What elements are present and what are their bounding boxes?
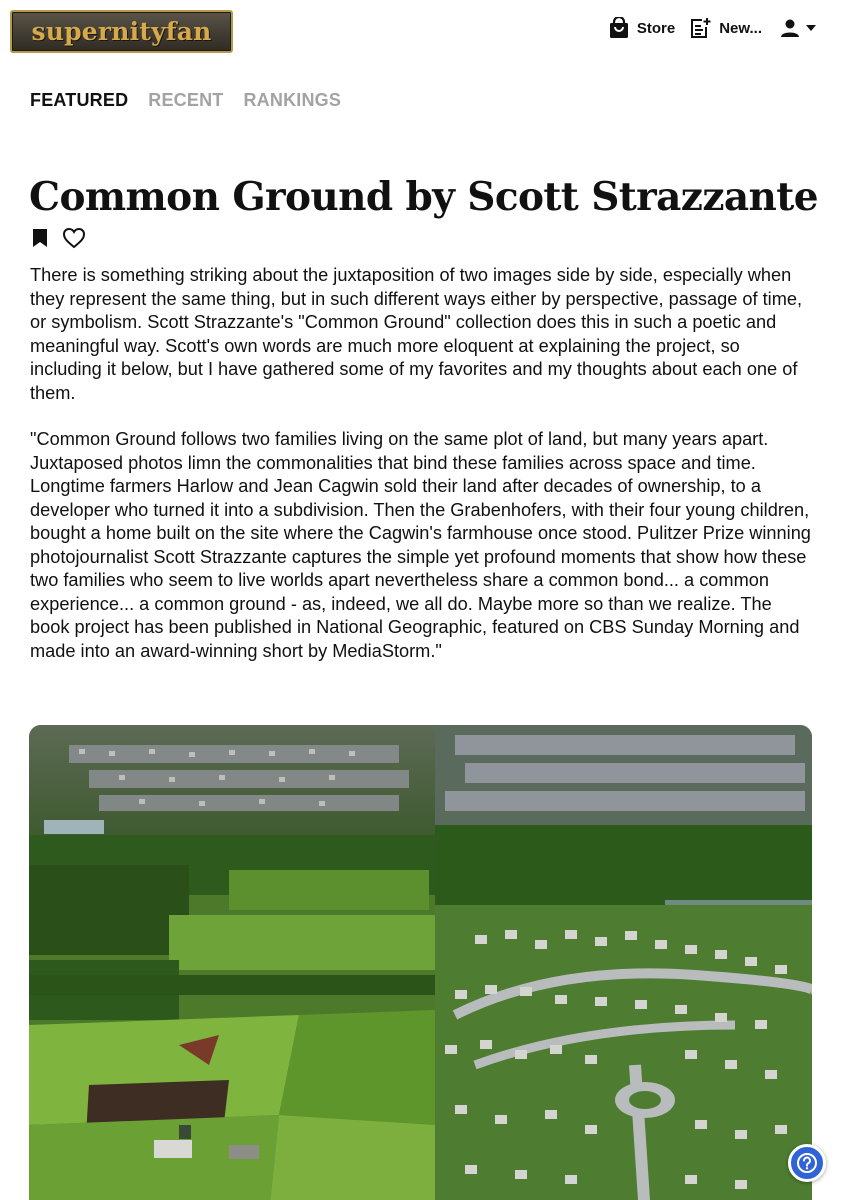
farmland-aerial-photo bbox=[29, 725, 435, 1200]
new-post-button[interactable] bbox=[689, 17, 762, 39]
article-paragraph-quote: "Common Ground follows two families living on the same plot of land, but many years apart. Juxtaposed photos limn the commonalities that bind these families across space and time. Longtime farmers Harlow and Jean Cagwin sold their land after decades of ownership, to a developer who turned it into a subdivision. Then the Grabenhofers, with their four young children, bought a home built on the site where the Cagwin's farmhouse once stood. Pulitzer Prize winning photojournalist Scott Strazzante captures the simple yet profound moments that show how these two families who seem to live worlds apart nevertheless share a common bond... a common experience... a common ground - as, indeed, we all do. Maybe more so than we realize. The book project has been published in National Geographic, featured on CBS Sunday Morning and made into an award-winning short by MediaStorm." bbox=[30, 429, 811, 661]
store-button[interactable] bbox=[609, 17, 675, 39]
question-icon bbox=[796, 1152, 818, 1174]
store-label: Store bbox=[636, 19, 676, 37]
article-photo bbox=[29, 725, 812, 1200]
feed-tabs bbox=[30, 90, 361, 111]
subdivision-aerial-photo bbox=[435, 725, 812, 1200]
shopping-bag-icon bbox=[609, 17, 629, 39]
new-post-icon bbox=[689, 17, 711, 39]
person-icon bbox=[780, 18, 800, 38]
article-actions bbox=[30, 227, 98, 249]
header-nav bbox=[595, 14, 816, 42]
heart-icon[interactable] bbox=[62, 227, 86, 249]
tab-featured[interactable]: FEATURED bbox=[30, 90, 129, 110]
bookmark-icon[interactable] bbox=[30, 227, 50, 249]
caret-down-icon bbox=[806, 25, 816, 31]
site-logo[interactable] bbox=[10, 10, 233, 53]
tab-rankings[interactable]: RANKINGS bbox=[243, 90, 342, 110]
logo-text: supernityfan bbox=[31, 17, 212, 46]
account-menu-button[interactable] bbox=[780, 18, 816, 38]
new-label: New... bbox=[719, 19, 762, 37]
tab-recent[interactable]: RECENT bbox=[148, 90, 224, 110]
article-paragraph-intro: There is something striking about the juxtaposition of two images side by side, especially when they represent the same thing, but in such different ways either by perspective, passage of time, or symbolism. Scott Strazzante's "Common Ground" collection does this in such a poetic and meaningful way. Scott's own words are much more eloquent at explaining the project, so including it below, but I have gathered some of my favorites and my thoughts about each one of them. bbox=[30, 265, 803, 403]
top-header bbox=[0, 0, 846, 62]
article-title: Common Ground by Scott Strazzante bbox=[29, 174, 818, 220]
help-button[interactable] bbox=[788, 1144, 826, 1182]
